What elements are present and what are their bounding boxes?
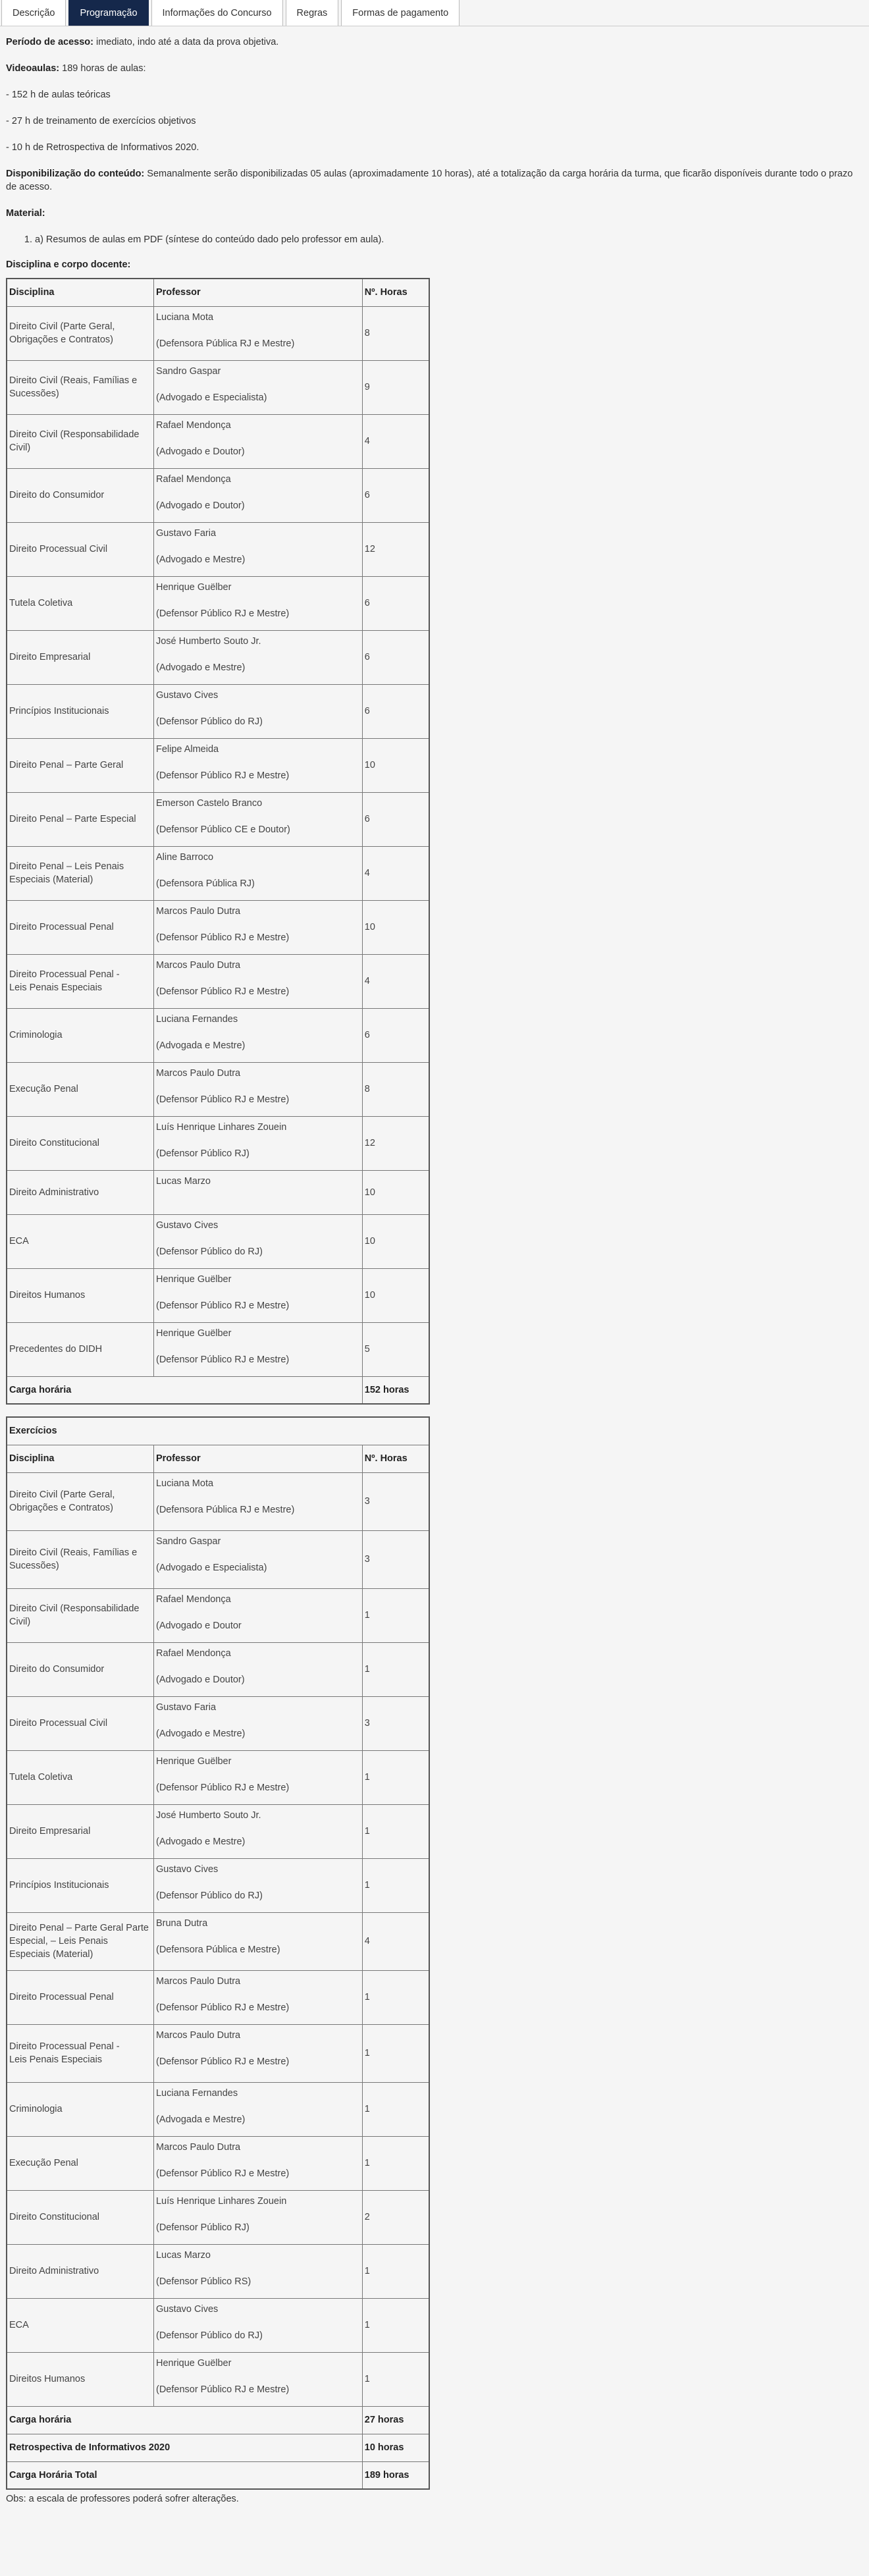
cell-professor	[153, 2190, 362, 2244]
cell-professor	[153, 414, 362, 468]
professor-name: Henrique Guëlber	[155, 1274, 232, 1285]
cell-disciplina: Direito Processual Penal - Leis Penais Especiais	[7, 954, 153, 1008]
professor-name: Luciana Fernandes	[155, 2087, 238, 2099]
professor-title: (Defensora Pública RJ)	[155, 878, 255, 889]
total-label: Carga horária	[7, 2406, 362, 2434]
professor-title: (Defensor Público CE e Doutor)	[155, 824, 290, 835]
table-row	[7, 792, 429, 846]
professor-title: (Advogado e Doutor)	[155, 500, 245, 511]
professor-title: (Defensor Público do RJ)	[155, 1246, 263, 1257]
material-list	[6, 233, 863, 246]
cell-disciplina: Tutela Coletiva	[7, 576, 153, 630]
professor-title: (Advogada e Mestre)	[155, 2114, 246, 2125]
cell-professor	[153, 360, 362, 414]
cell-professor	[153, 1642, 362, 1696]
cell-professor	[153, 1970, 362, 2024]
table-row	[7, 468, 429, 522]
cell-horas: 1	[362, 1858, 429, 1912]
professor-title: (Defensor Público RJ)	[155, 1148, 250, 1159]
cell-professor	[153, 846, 362, 900]
professor-title: (Defensora Pública RJ e Mestre)	[155, 338, 295, 349]
table-row	[7, 1858, 429, 1912]
cell-horas: 8	[362, 1062, 429, 1116]
cell-horas: 9	[362, 360, 429, 414]
professor-name: Gustavo Cives	[155, 2303, 219, 2315]
table-row	[7, 1642, 429, 1696]
total-label: Carga horária	[7, 1376, 362, 1404]
professor-title: (Advogado e Doutor)	[155, 1674, 245, 1685]
table-row	[7, 1588, 429, 1642]
disciplina-heading-text: Disciplina e corpo docente:	[6, 259, 131, 270]
table-row	[7, 954, 429, 1008]
professor-title: (Defensor Público RJ e Mestre)	[155, 1354, 290, 1365]
table-row	[7, 1912, 429, 1970]
cell-professor	[153, 2298, 362, 2352]
cell-disciplina: Direito Processual Civil	[7, 522, 153, 576]
professor-title: (Defensor Público RJ e Mestre)	[155, 1782, 290, 1793]
professor-name: Henrique Guëlber	[155, 2357, 232, 2369]
professor-title: (Defensor Público RJ e Mestre)	[155, 2168, 290, 2179]
cell-horas: 1	[362, 1804, 429, 1858]
professor-title: (Defensor Público RJ e Mestre)	[155, 2384, 290, 2395]
cell-disciplina: Direitos Humanos	[7, 2352, 153, 2406]
professor-name: Gustavo Cives	[155, 689, 219, 701]
cell-horas: 10	[362, 738, 429, 792]
cell-disciplina: Direito Penal – Leis Penais Especiais (Material)	[7, 846, 153, 900]
cell-disciplina: Direito Empresarial	[7, 1804, 153, 1858]
cell-horas: 3	[362, 1696, 429, 1750]
periodo-acesso-text: imediato, indo até a data da prova objetiva.	[93, 37, 279, 47]
cell-horas: 6	[362, 1008, 429, 1062]
cell-professor	[153, 576, 362, 630]
table-row	[7, 1008, 429, 1062]
total-value: 189 horas	[362, 2461, 429, 2489]
professor-name: Marcos Paulo Dutra	[155, 905, 241, 917]
professor-name: Luciana Mota	[155, 1478, 214, 1489]
cell-professor	[153, 1008, 362, 1062]
cell-disciplina: Direito Penal – Parte Especial	[7, 792, 153, 846]
cell-professor	[153, 630, 362, 684]
table-row	[7, 522, 429, 576]
professor-name: Emerson Castelo Branco	[155, 797, 263, 809]
table-row	[7, 1116, 429, 1170]
cell-horas: 6	[362, 576, 429, 630]
professor-title: (Advogado e Mestre)	[155, 1728, 246, 1739]
table-row	[7, 2136, 429, 2190]
professor-name: Henrique Guëlber	[155, 581, 232, 593]
cell-horas: 4	[362, 1912, 429, 1970]
table-row	[7, 1472, 429, 1530]
cell-professor	[153, 1268, 362, 1322]
professor-name: Marcos Paulo Dutra	[155, 1975, 241, 1987]
professor-name: Henrique Guëlber	[155, 1756, 232, 1767]
professor-name: Marcos Paulo Dutra	[155, 2141, 241, 2153]
item-retrospectiva: - 10 h de Retrospectiva de Informativos 2020.	[6, 142, 199, 153]
table-row	[7, 1970, 429, 2024]
professor-name: Bruna Dutra	[155, 1918, 208, 1929]
cell-horas: 1	[362, 2024, 429, 2082]
cell-disciplina: Direito Processual Penal	[7, 1970, 153, 2024]
material-label: Material:	[6, 208, 45, 219]
professor-name: Lucas Marzo	[155, 2249, 211, 2261]
professor-title: (Defensor Público do RJ)	[155, 2330, 263, 2341]
professor-title: (Defensora Pública RJ e Mestre)	[155, 1504, 295, 1515]
professor-name: Rafael Mendonça	[155, 1594, 231, 1605]
obs-note: Obs: a escala de professores poderá sofrer alterações.	[6, 2494, 239, 2504]
cell-professor	[153, 954, 362, 1008]
professor-name: Rafael Mendonça	[155, 473, 231, 485]
professor-title: (Defensor Público RJ e Mestre)	[155, 2056, 290, 2067]
cell-disciplina: Direito do Consumidor	[7, 1642, 153, 1696]
table-row	[7, 2244, 429, 2298]
cell-disciplina: Direito Constitucional	[7, 2190, 153, 2244]
cell-horas: 10	[362, 1170, 429, 1214]
tab-content	[0, 26, 869, 2506]
table-row	[7, 1530, 429, 1588]
cell-disciplina: Direito Civil (Parte Geral, Obrigações e Contratos)	[7, 306, 153, 360]
periodo-acesso	[6, 36, 863, 49]
cell-disciplina: ECA	[7, 2298, 153, 2352]
table-row	[7, 684, 429, 738]
cell-disciplina: Direito Civil (Responsabilidade Civil)	[7, 414, 153, 468]
professor-title: (Defensor Público RJ)	[155, 2222, 250, 2233]
cell-horas: 1	[362, 1642, 429, 1696]
cell-professor	[153, 1750, 362, 1804]
professor-name: Rafael Mendonça	[155, 1648, 231, 1659]
tab-regras[interactable]: Regras	[286, 0, 339, 26]
professor-title: (Defensor Público RJ e Mestre)	[155, 932, 290, 943]
cell-professor	[153, 522, 362, 576]
cell-horas: 10	[362, 1268, 429, 1322]
header-professor: Professor	[153, 1445, 362, 1472]
professor-name: Gustavo Cives	[155, 1220, 219, 1231]
table-row	[7, 306, 429, 360]
professor-title: (Advogado e Doutor)	[155, 446, 245, 457]
cell-professor	[153, 306, 362, 360]
cell-horas: 1	[362, 1588, 429, 1642]
professor-name: Sandro Gaspar	[155, 1536, 221, 1547]
total-row	[7, 1376, 429, 1404]
cell-disciplina: Direito Penal – Parte Geral	[7, 738, 153, 792]
cell-disciplina: Direitos Humanos	[7, 1268, 153, 1322]
header-disciplina: Disciplina	[7, 279, 153, 306]
total-label: Carga Horária Total	[7, 2461, 362, 2489]
cell-professor	[153, 1588, 362, 1642]
cell-horas: 5	[362, 1322, 429, 1376]
cell-professor	[153, 2136, 362, 2190]
professor-title: (Defensor Público do RJ)	[155, 716, 263, 727]
professor-name: Rafael Mendonça	[155, 419, 231, 431]
periodo-acesso-label: Período de acesso:	[6, 37, 93, 47]
cell-disciplina: Criminologia	[7, 1008, 153, 1062]
cell-professor	[153, 1322, 362, 1376]
table-row	[7, 414, 429, 468]
tab-informacoes-concurso[interactable]: Informações do Concurso	[151, 0, 283, 26]
professor-name: Henrique Guëlber	[155, 1328, 232, 1339]
cell-horas: 1	[362, 2082, 429, 2136]
professor-title: (Defensor Público RJ e Mestre)	[155, 2002, 290, 2013]
table-row	[7, 1268, 429, 1322]
cell-horas: 1	[362, 2136, 429, 2190]
cell-disciplina: Direito Civil (Reais, Famílias e Sucessões)	[7, 1530, 153, 1588]
table-row	[7, 1214, 429, 1268]
header-horas: Nº. Horas	[362, 1445, 429, 1472]
professor-name: Marcos Paulo Dutra	[155, 1067, 241, 1079]
cell-disciplina: Criminologia	[7, 2082, 153, 2136]
cell-disciplina: Direito Constitucional	[7, 1116, 153, 1170]
cell-horas: 10	[362, 900, 429, 954]
cell-professor	[153, 1170, 362, 1214]
professor-name: José Humberto Souto Jr.	[155, 635, 261, 647]
table-row	[7, 576, 429, 630]
professor-name: Marcos Paulo Dutra	[155, 2029, 241, 2041]
cell-professor	[153, 2244, 362, 2298]
item-exercicios: - 27 h de treinamento de exercícios objetivos	[6, 116, 196, 126]
cell-disciplina: Execução Penal	[7, 2136, 153, 2190]
cell-horas: 10	[362, 1214, 429, 1268]
total-row	[7, 2461, 429, 2489]
table-row	[7, 1804, 429, 1858]
professor-name: Gustavo Cives	[155, 1864, 219, 1875]
disponibilizacao	[6, 167, 863, 194]
cell-disciplina: Direito Civil (Responsabilidade Civil)	[7, 1588, 153, 1642]
cell-disciplina: Direito Empresarial	[7, 630, 153, 684]
professor-name: Luciana Fernandes	[155, 1013, 238, 1025]
header-horas: Nº. Horas	[362, 279, 429, 306]
cell-disciplina: ECA	[7, 1214, 153, 1268]
cell-horas: 1	[362, 2352, 429, 2406]
professor-name: Gustavo Faria	[155, 1702, 217, 1713]
professor-title: (Defensor Público RS)	[155, 2276, 251, 2287]
cell-disciplina: Direito do Consumidor	[7, 468, 153, 522]
table-header-row	[7, 279, 429, 306]
cell-horas: 6	[362, 630, 429, 684]
cell-horas: 12	[362, 1116, 429, 1170]
disciplinas-table	[6, 278, 430, 1405]
cell-professor	[153, 1062, 362, 1116]
cell-professor	[153, 1530, 362, 1588]
tab-formas-pagamento[interactable]: Formas de pagamento	[341, 0, 460, 26]
professor-name: Sandro Gaspar	[155, 365, 221, 377]
table-row	[7, 738, 429, 792]
professor-title: (Advogado e Mestre)	[155, 554, 246, 565]
table-row	[7, 1170, 429, 1214]
cell-horas: 3	[362, 1530, 429, 1588]
disponibilizacao-text: Semanalmente serão disponibilizadas 05 aulas (aproximadamente 10 horas), até a totalização da carga horária da turma, que ficarão disponíveis durante todo o prazo de acesso.	[6, 169, 853, 192]
professor-title: (Advogado e Mestre)	[155, 662, 246, 673]
tab-descricao[interactable]: Descrição	[1, 0, 66, 26]
professor-name: Lucas Marzo	[155, 1175, 211, 1187]
cell-disciplina: Execução Penal	[7, 1062, 153, 1116]
cell-disciplina: Direito Processual Civil	[7, 1696, 153, 1750]
material-item: 1. a) Resumos de aulas em PDF (síntese do conteúdo dado pelo professor em aula).	[35, 233, 863, 246]
table-row	[7, 2298, 429, 2352]
disponibilizacao-label: Disponibilização do conteúdo:	[6, 169, 145, 179]
header-professor: Professor	[153, 279, 362, 306]
cell-disciplina: Direito Civil (Parte Geral, Obrigações e Contratos)	[7, 1472, 153, 1530]
professor-name: Aline Barroco	[155, 851, 214, 863]
professor-title: (Defensor Público RJ e Mestre)	[155, 1094, 290, 1105]
total-label: Retrospectiva de Informativos 2020	[7, 2434, 362, 2461]
professor-title: (Defensor Público RJ e Mestre)	[155, 1300, 290, 1311]
cell-professor	[153, 2352, 362, 2406]
professor-title: (Defensor Público do RJ)	[155, 1890, 263, 1901]
cell-horas: 6	[362, 792, 429, 846]
exercicios-title-row	[7, 1417, 429, 1445]
cell-horas: 1	[362, 2244, 429, 2298]
professor-title: (Defensor Público RJ e Mestre)	[155, 986, 290, 997]
table-row	[7, 1322, 429, 1376]
cell-horas: 8	[362, 306, 429, 360]
professor-name: Gustavo Faria	[155, 527, 217, 539]
cell-professor	[153, 1804, 362, 1858]
cell-professor	[153, 1472, 362, 1530]
tab-bar	[0, 0, 869, 26]
cell-professor	[153, 2024, 362, 2082]
cell-horas: 2	[362, 2190, 429, 2244]
cell-disciplina: Direito Processual Penal	[7, 900, 153, 954]
cell-professor	[153, 1912, 362, 1970]
cell-disciplina: Direito Processual Penal - Leis Penais Especiais	[7, 2024, 153, 2082]
professor-title: (Advogado e Doutor	[155, 1620, 242, 1631]
table-row	[7, 2190, 429, 2244]
cell-disciplina: Princípios Institucionais	[7, 684, 153, 738]
professor-name: Luciana Mota	[155, 311, 214, 323]
cell-horas: 4	[362, 954, 429, 1008]
cell-horas: 1	[362, 1970, 429, 2024]
table-row	[7, 846, 429, 900]
cell-horas: 3	[362, 1472, 429, 1530]
cell-disciplina: Direito Administrativo	[7, 1170, 153, 1214]
cell-disciplina: Tutela Coletiva	[7, 1750, 153, 1804]
cell-horas: 6	[362, 684, 429, 738]
cell-professor	[153, 2082, 362, 2136]
professor-title: (Defensora Pública e Mestre)	[155, 1944, 280, 1955]
cell-professor	[153, 1858, 362, 1912]
cell-professor	[153, 1214, 362, 1268]
cell-professor	[153, 684, 362, 738]
cell-professor	[153, 1116, 362, 1170]
cell-horas: 1	[362, 1750, 429, 1804]
professor-name: José Humberto Souto Jr.	[155, 1810, 261, 1821]
cell-professor	[153, 792, 362, 846]
cell-horas: 4	[362, 846, 429, 900]
table-row	[7, 1696, 429, 1750]
material-heading	[6, 207, 863, 220]
disciplina-heading	[6, 258, 863, 271]
cell-professor	[153, 900, 362, 954]
table-row	[7, 2082, 429, 2136]
cell-disciplina: Precedentes do DIDH	[7, 1322, 153, 1376]
professor-name: Marcos Paulo Dutra	[155, 959, 241, 971]
professor-title: (Advogada e Mestre)	[155, 1040, 246, 1051]
professor-title: (Advogado e Mestre)	[155, 1836, 246, 1847]
table-row	[7, 2352, 429, 2406]
total-row	[7, 2406, 429, 2434]
professor-title: (Defensor Público RJ e Mestre)	[155, 608, 290, 619]
total-value: 27 horas	[362, 2406, 429, 2434]
total-row	[7, 2434, 429, 2461]
table-row	[7, 360, 429, 414]
exercicios-title: Exercícios	[7, 1417, 429, 1445]
table-row	[7, 2024, 429, 2082]
table-header-row	[7, 1445, 429, 1472]
cell-disciplina: Direito Administrativo	[7, 2244, 153, 2298]
cell-disciplina: Direito Civil (Reais, Famílias e Sucessões)	[7, 360, 153, 414]
table-row	[7, 1750, 429, 1804]
cell-disciplina: Princípios Institucionais	[7, 1858, 153, 1912]
professor-title: (Advogado e Especialista)	[155, 1562, 267, 1573]
cell-horas: 12	[362, 522, 429, 576]
professor-title: (Advogado e Especialista)	[155, 392, 267, 403]
professor-name: Luís Henrique Linhares Zouein	[155, 1121, 287, 1133]
total-value: 152 horas	[362, 1376, 429, 1404]
cell-horas: 4	[362, 414, 429, 468]
exercicios-table	[6, 1416, 430, 2490]
cell-professor	[153, 1696, 362, 1750]
cell-horas: 1	[362, 2298, 429, 2352]
professor-title	[156, 1201, 360, 1214]
table-row	[7, 630, 429, 684]
tab-programacao[interactable]: Programação	[68, 0, 148, 26]
header-disciplina: Disciplina	[7, 1445, 153, 1472]
professor-title: (Defensor Público RJ e Mestre)	[155, 770, 290, 781]
professor-name: Luís Henrique Linhares Zouein	[155, 2195, 287, 2207]
cell-horas: 6	[362, 468, 429, 522]
cell-disciplina: Direito Penal – Parte Geral Parte Especial, – Leis Penais Especiais (Material)	[7, 1912, 153, 1970]
cell-professor	[153, 468, 362, 522]
table-row	[7, 1062, 429, 1116]
table-row	[7, 900, 429, 954]
videoaulas	[6, 62, 863, 75]
cell-professor	[153, 738, 362, 792]
videoaulas-text: 189 horas de aulas:	[59, 63, 146, 74]
total-value: 10 horas	[362, 2434, 429, 2461]
professor-name: Felipe Almeida	[155, 743, 219, 755]
item-aulas-teoricas: - 152 h de aulas teóricas	[6, 90, 111, 100]
videoaulas-label: Videoaulas:	[6, 63, 60, 74]
